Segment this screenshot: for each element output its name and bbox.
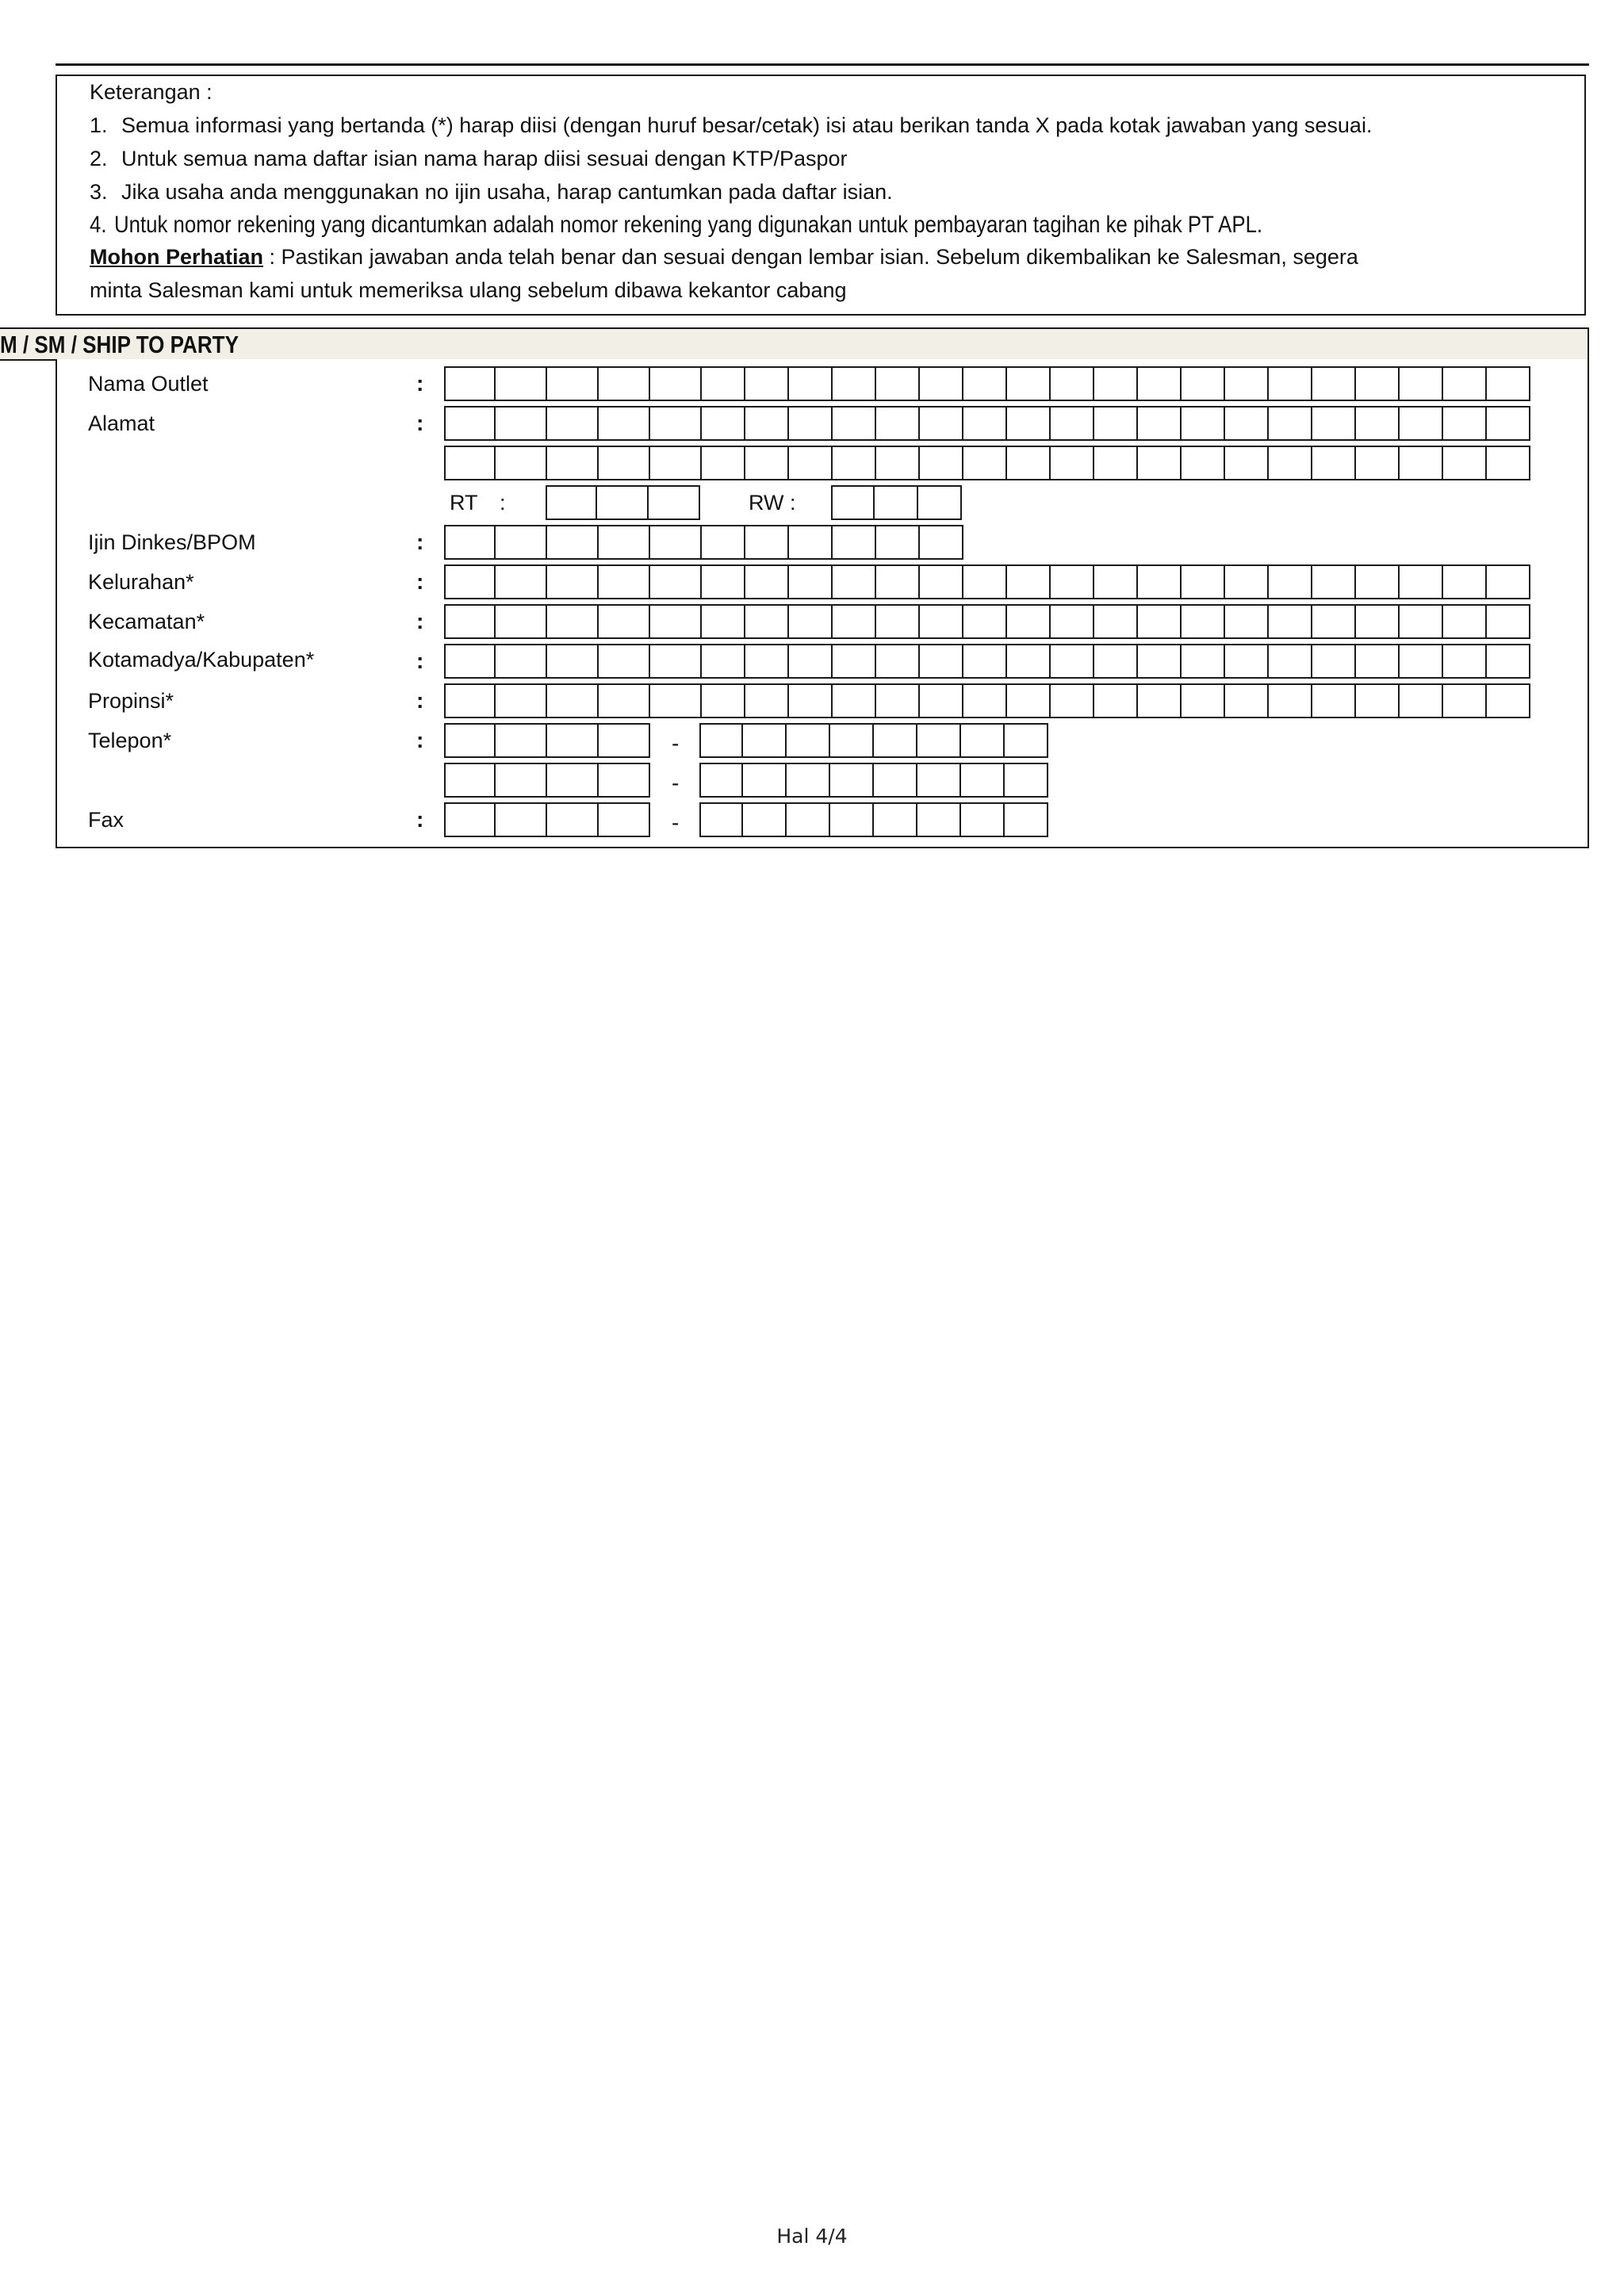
char-box[interactable] (599, 564, 650, 599)
char-box[interactable] (833, 644, 876, 679)
char-box[interactable] (546, 485, 597, 520)
char-box[interactable] (702, 644, 745, 679)
char-box[interactable] (1007, 406, 1051, 441)
char-box[interactable] (1443, 683, 1487, 718)
char-box[interactable] (833, 525, 876, 560)
attention-line-2: minta Salesman kami untuk memeriksa ulang sebelum dibawa kekantor cabang (90, 278, 847, 302)
char-box[interactable] (789, 564, 833, 599)
propinsi-boxes[interactable] (444, 683, 1530, 718)
char-box[interactable] (702, 406, 745, 441)
char-box[interactable] (650, 644, 702, 679)
char-box[interactable] (1182, 366, 1225, 401)
char-box[interactable] (833, 446, 876, 480)
char-box[interactable] (963, 564, 1007, 599)
char-box[interactable] (920, 525, 963, 560)
char-box[interactable] (496, 802, 547, 837)
char-box[interactable] (702, 366, 745, 401)
char-box[interactable] (1487, 366, 1530, 401)
char-box[interactable] (1487, 564, 1530, 599)
char-box[interactable] (699, 763, 743, 798)
char-box[interactable] (496, 763, 547, 798)
char-box[interactable] (1356, 604, 1400, 639)
char-box[interactable] (1094, 366, 1138, 401)
char-box[interactable] (876, 525, 920, 560)
char-box[interactable] (1487, 683, 1530, 718)
char-box[interactable] (1007, 604, 1051, 639)
char-box[interactable] (1487, 644, 1530, 679)
char-box[interactable] (547, 723, 599, 758)
note-item-1 (90, 113, 1372, 138)
char-box[interactable] (547, 564, 599, 599)
char-box[interactable] (745, 366, 789, 401)
char-box[interactable] (876, 644, 920, 679)
telepon-area-boxes-1[interactable] (444, 723, 650, 758)
fax-area-boxes[interactable] (444, 802, 650, 837)
char-box[interactable] (496, 564, 547, 599)
note-item-2 (90, 146, 848, 171)
char-box[interactable] (1007, 564, 1051, 599)
char-box[interactable] (1051, 564, 1094, 599)
char-box[interactable] (547, 644, 599, 679)
dash: - (672, 771, 680, 795)
colon: : (416, 530, 424, 554)
char-box[interactable] (444, 723, 496, 758)
char-box[interactable] (833, 406, 876, 441)
char-box[interactable] (961, 723, 1005, 758)
char-box[interactable] (789, 406, 833, 441)
char-box[interactable] (917, 723, 961, 758)
char-box[interactable] (1182, 564, 1225, 599)
label-kecamatan: Kecamatan* (88, 610, 205, 633)
char-box[interactable] (787, 763, 830, 798)
char-box[interactable] (1051, 446, 1094, 480)
char-box[interactable] (444, 604, 496, 639)
colon: : (416, 371, 424, 396)
colon: : (416, 411, 424, 435)
char-box[interactable] (963, 446, 1007, 480)
char-box[interactable] (1312, 406, 1356, 441)
char-box[interactable] (920, 683, 963, 718)
char-box[interactable] (444, 406, 496, 441)
char-box[interactable] (961, 763, 1005, 798)
char-box[interactable] (444, 564, 496, 599)
char-box[interactable] (1094, 683, 1138, 718)
char-box[interactable] (1225, 366, 1269, 401)
colon: : (416, 649, 424, 673)
char-box[interactable] (597, 485, 649, 520)
char-box[interactable] (920, 644, 963, 679)
char-box[interactable] (833, 366, 876, 401)
char-box[interactable] (547, 763, 599, 798)
char-box[interactable] (743, 723, 787, 758)
char-box[interactable] (920, 604, 963, 639)
char-box[interactable] (496, 406, 547, 441)
char-box[interactable] (1269, 446, 1312, 480)
section-header (0, 327, 1589, 361)
char-box[interactable] (1356, 406, 1400, 441)
alamat-boxes-2[interactable] (444, 446, 1530, 480)
char-box[interactable] (1007, 446, 1051, 480)
char-box[interactable] (789, 446, 833, 480)
top-rule (56, 63, 1589, 66)
char-box[interactable] (745, 683, 789, 718)
char-box[interactable] (1312, 644, 1356, 679)
char-box[interactable] (918, 485, 962, 520)
char-box[interactable] (1443, 406, 1487, 441)
char-box[interactable] (920, 564, 963, 599)
fax-number-boxes[interactable] (699, 802, 1048, 837)
char-box[interactable] (496, 723, 547, 758)
char-box[interactable] (831, 485, 875, 520)
label-kelurahan: Kelurahan* (88, 570, 194, 594)
char-box[interactable] (1400, 446, 1443, 480)
char-box[interactable] (496, 525, 547, 560)
note-number: 3. (90, 180, 108, 204)
note-item-4 (90, 212, 1262, 238)
char-box[interactable] (547, 604, 599, 639)
char-box[interactable] (830, 763, 874, 798)
telepon-number-boxes-2[interactable] (699, 763, 1048, 798)
colon: : (416, 807, 424, 832)
note-text: Untuk semua nama daftar isian nama harap diisi sesuai dengan KTP/Paspor (121, 147, 848, 170)
char-box[interactable] (745, 604, 789, 639)
char-box[interactable] (599, 525, 650, 560)
char-box[interactable] (599, 446, 650, 480)
char-box[interactable] (1094, 604, 1138, 639)
char-box[interactable] (1182, 604, 1225, 639)
char-box[interactable] (1400, 366, 1443, 401)
colon: : (416, 569, 424, 594)
char-box[interactable] (745, 644, 789, 679)
char-box[interactable] (599, 683, 650, 718)
char-box[interactable] (876, 446, 920, 480)
char-box[interactable] (1182, 644, 1225, 679)
char-box[interactable] (444, 683, 496, 718)
char-box[interactable] (547, 525, 599, 560)
rt-colon: : (500, 491, 506, 515)
char-box[interactable] (1356, 683, 1400, 718)
telepon-number-boxes-1[interactable] (699, 723, 1048, 758)
char-box[interactable] (1138, 644, 1182, 679)
char-box[interactable] (1356, 564, 1400, 599)
attention-line (90, 244, 1358, 270)
notes-heading: Keterangan : (90, 80, 213, 104)
char-box[interactable] (650, 604, 702, 639)
rt-boxes[interactable] (546, 485, 700, 520)
section-title: M / SM / SHIP TO PARTY (0, 331, 239, 358)
char-box[interactable] (1094, 564, 1138, 599)
char-box[interactable] (1443, 644, 1487, 679)
note-number: 2. (90, 147, 108, 170)
char-box[interactable] (1400, 604, 1443, 639)
char-box[interactable] (1269, 406, 1312, 441)
note-number: 1. (90, 113, 108, 137)
char-box[interactable] (833, 564, 876, 599)
char-box[interactable] (547, 366, 599, 401)
char-box[interactable] (1356, 366, 1400, 401)
char-box[interactable] (444, 446, 496, 480)
char-box[interactable] (1225, 683, 1269, 718)
char-box[interactable] (1312, 366, 1356, 401)
char-box[interactable] (1138, 366, 1182, 401)
char-box[interactable] (1269, 683, 1312, 718)
char-box[interactable] (650, 446, 702, 480)
label-ijin: Ijin Dinkes/BPOM (88, 530, 256, 554)
char-box[interactable] (1138, 604, 1182, 639)
char-box[interactable] (1312, 564, 1356, 599)
char-box[interactable] (876, 564, 920, 599)
char-box[interactable] (745, 406, 789, 441)
char-box[interactable] (1487, 406, 1530, 441)
char-box[interactable] (1094, 406, 1138, 441)
char-box[interactable] (876, 366, 920, 401)
kota-boxes[interactable] (444, 644, 1530, 679)
char-box[interactable] (1005, 723, 1048, 758)
kecamatan-boxes[interactable] (444, 604, 1530, 639)
char-box[interactable] (830, 723, 874, 758)
char-box[interactable] (547, 683, 599, 718)
char-box[interactable] (1400, 564, 1443, 599)
colon: : (416, 609, 424, 633)
char-box[interactable] (876, 683, 920, 718)
char-box[interactable] (1443, 564, 1487, 599)
char-box[interactable] (496, 644, 547, 679)
char-box[interactable] (1443, 366, 1487, 401)
char-box[interactable] (702, 683, 745, 718)
char-box[interactable] (1225, 446, 1269, 480)
char-box[interactable] (963, 604, 1007, 639)
char-box[interactable] (963, 406, 1007, 441)
char-box[interactable] (444, 763, 496, 798)
kelurahan-boxes[interactable] (444, 564, 1530, 599)
char-box[interactable] (1007, 644, 1051, 679)
colon: : (416, 688, 424, 713)
ijin-boxes[interactable] (444, 525, 963, 560)
char-box[interactable] (547, 446, 599, 480)
colon: : (416, 728, 424, 752)
char-box[interactable] (1138, 564, 1182, 599)
char-box[interactable] (1269, 366, 1312, 401)
char-box[interactable] (702, 604, 745, 639)
char-box[interactable] (547, 802, 599, 837)
char-box[interactable] (787, 802, 830, 837)
label-telepon: Telepon* (88, 729, 172, 752)
char-box[interactable] (650, 406, 702, 441)
char-box[interactable] (1138, 683, 1182, 718)
char-box[interactable] (1005, 763, 1048, 798)
char-box[interactable] (833, 604, 876, 639)
char-box[interactable] (649, 485, 700, 520)
char-box[interactable] (1356, 446, 1400, 480)
char-box[interactable] (833, 683, 876, 718)
char-box[interactable] (1269, 564, 1312, 599)
char-box[interactable] (599, 644, 650, 679)
char-box[interactable] (1005, 802, 1048, 837)
char-box[interactable] (444, 366, 496, 401)
attention-text: : Pastikan jawaban anda telah benar dan sesuai dengan lembar isian. Sebelum dikembalikan ke Salesman, segera (263, 245, 1358, 269)
char-box[interactable] (1051, 366, 1094, 401)
nama-outlet-boxes[interactable] (444, 366, 1530, 401)
char-box[interactable] (876, 406, 920, 441)
dash: - (672, 810, 680, 835)
char-box[interactable] (789, 644, 833, 679)
char-box[interactable] (1443, 446, 1487, 480)
label-alamat: Alamat (88, 411, 155, 435)
char-box[interactable] (599, 763, 650, 798)
note-number: 4. (90, 212, 107, 238)
char-box[interactable] (496, 683, 547, 718)
char-box[interactable] (1051, 644, 1094, 679)
char-box[interactable] (1094, 446, 1138, 480)
char-box[interactable] (1225, 564, 1269, 599)
char-box[interactable] (1400, 406, 1443, 441)
char-box[interactable] (920, 406, 963, 441)
dash: - (672, 731, 680, 756)
char-box[interactable] (1225, 644, 1269, 679)
char-box[interactable] (1182, 683, 1225, 718)
char-box[interactable] (743, 802, 787, 837)
char-box[interactable] (496, 366, 547, 401)
char-box[interactable] (830, 802, 874, 837)
char-box[interactable] (874, 763, 917, 798)
char-box[interactable] (1269, 604, 1312, 639)
char-box[interactable] (650, 683, 702, 718)
char-box[interactable] (444, 644, 496, 679)
char-box[interactable] (599, 723, 650, 758)
char-box[interactable] (1007, 683, 1051, 718)
char-box[interactable] (496, 604, 547, 639)
char-box[interactable] (963, 366, 1007, 401)
char-box[interactable] (1138, 446, 1182, 480)
label-nama-outlet: Nama Outlet (88, 372, 209, 396)
char-box[interactable] (1182, 406, 1225, 441)
char-box[interactable] (1051, 604, 1094, 639)
char-box[interactable] (874, 723, 917, 758)
char-box[interactable] (1443, 604, 1487, 639)
char-box[interactable] (650, 366, 702, 401)
label-rt: RT (450, 491, 478, 515)
char-box[interactable] (650, 525, 702, 560)
char-box[interactable] (1400, 683, 1443, 718)
char-box[interactable] (599, 802, 650, 837)
char-box[interactable] (699, 723, 743, 758)
char-box[interactable] (702, 564, 745, 599)
char-box[interactable] (1094, 644, 1138, 679)
char-box[interactable] (699, 802, 743, 837)
char-box[interactable] (917, 802, 961, 837)
char-box[interactable] (963, 683, 1007, 718)
char-box[interactable] (789, 525, 833, 560)
label-fax: Fax (88, 808, 124, 832)
char-box[interactable] (963, 644, 1007, 679)
char-box[interactable] (874, 802, 917, 837)
char-box[interactable] (920, 446, 963, 480)
note-text: Jika usaha anda menggunakan no ijin usaha, harap cantumkan pada daftar isian. (121, 180, 893, 204)
char-box[interactable] (1225, 604, 1269, 639)
telepon-area-boxes-2[interactable] (444, 763, 650, 798)
note-item-3 (90, 179, 893, 205)
char-box[interactable] (599, 366, 650, 401)
char-box[interactable] (444, 802, 496, 837)
label-rw: RW : (749, 491, 796, 515)
char-box[interactable] (1487, 446, 1530, 480)
char-box[interactable] (1356, 644, 1400, 679)
char-box[interactable] (1312, 604, 1356, 639)
char-box[interactable] (876, 604, 920, 639)
char-box[interactable] (787, 723, 830, 758)
char-box[interactable] (1051, 406, 1094, 441)
label-propinsi: Propinsi* (88, 689, 174, 713)
label-kota: Kotamadya/Kabupaten* (88, 648, 315, 672)
char-box[interactable] (1182, 446, 1225, 480)
char-box[interactable] (745, 564, 789, 599)
char-box[interactable] (1487, 604, 1530, 639)
char-box[interactable] (496, 446, 547, 480)
note-text: Semua informasi yang bertanda (*) harap diisi (dengan huruf besar/cetak) isi atau berikan tanda X pada kotak jawaban yang sesuai. (121, 113, 1373, 137)
char-box[interactable] (961, 802, 1005, 837)
char-box[interactable] (920, 366, 963, 401)
attention-label: Mohon Perhatian (90, 245, 264, 269)
char-box[interactable] (789, 604, 833, 639)
char-box[interactable] (650, 564, 702, 599)
char-box[interactable] (599, 604, 650, 639)
char-box[interactable] (743, 763, 787, 798)
char-box[interactable] (789, 683, 833, 718)
char-box[interactable] (875, 485, 918, 520)
char-box[interactable] (1051, 683, 1094, 718)
char-box[interactable] (1269, 644, 1312, 679)
notes-box (56, 75, 1586, 316)
char-box[interactable] (1312, 683, 1356, 718)
char-box[interactable] (1312, 446, 1356, 480)
note-text: Untuk nomor rekening yang dicantumkan adalah nomor rekening yang digunakan untuk pembayaran tagihan ke pihak PT APL. (113, 212, 1263, 238)
char-box[interactable] (444, 525, 496, 560)
char-box[interactable] (745, 525, 789, 560)
char-box[interactable] (599, 406, 650, 441)
char-box[interactable] (547, 406, 599, 441)
char-box[interactable] (702, 525, 745, 560)
page-number: Hal 4/4 (776, 2225, 848, 2248)
alamat-boxes-1[interactable] (444, 406, 1530, 441)
char-box[interactable] (1225, 406, 1269, 441)
char-box[interactable] (1007, 366, 1051, 401)
char-box[interactable] (1400, 644, 1443, 679)
char-box[interactable] (702, 446, 745, 480)
char-box[interactable] (917, 763, 961, 798)
char-box[interactable] (1138, 406, 1182, 441)
char-box[interactable] (789, 366, 833, 401)
char-box[interactable] (745, 446, 789, 480)
rw-boxes[interactable] (831, 485, 962, 520)
